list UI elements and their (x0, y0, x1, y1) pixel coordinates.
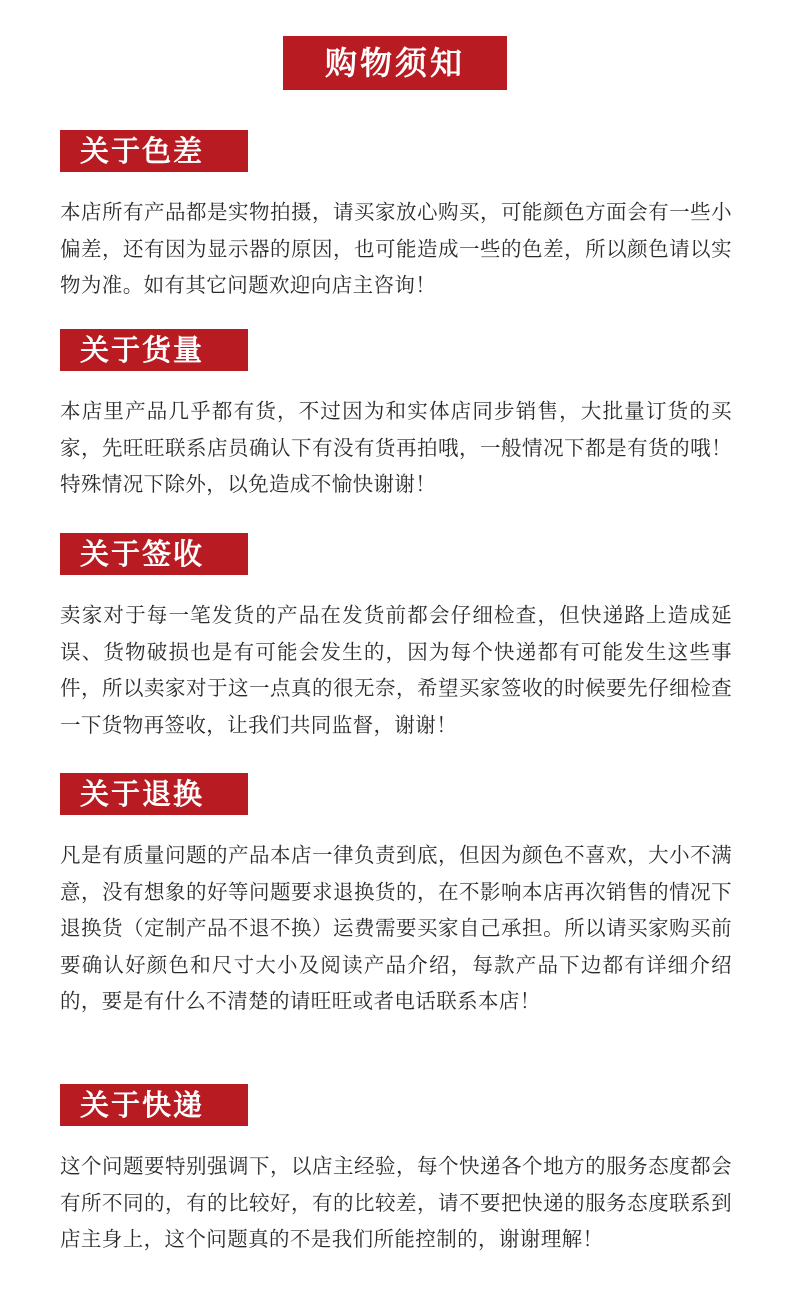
section-returns (60, 773, 732, 1020)
section-stock (60, 329, 732, 503)
section-body: 本店里产品几乎都有货，不过因为和实体店同步销售，大批量订货的买家，先旺旺联系店员确认下有没有货再拍哦，一般情况下都是有货的哦！特殊情况下除外，以免造成不愉快谢谢！ (60, 399, 732, 496)
section-heading: 关于退换 (60, 773, 248, 815)
section-shipping (60, 1084, 732, 1258)
section-body: 本店所有产品都是实物拍摄，请买家放心购买，可能颜色方面会有一些小偏差，还有因为显示器的原因，也可能造成一些的色差，所以颜色请以实物为准。如有其它问题欢迎向店主咨询！ (60, 200, 732, 297)
section-body: 卖家对于每一笔发货的产品在发货前都会仔细检查，但快递路上造成延误、货物破损也是有可能会发生的，因为每个快递都有可能发生这些事件，所以卖家对于这一点真的很无奈，希望买家签收的时候要先仔细检查一下货物再签收，让我们共同监督，谢谢！ (60, 603, 732, 737)
section-body: 这个问题要特别强调下，以店主经验，每个快递各个地方的服务态度都会有所不同的，有的比较好，有的比较差，请不要把快递的服务态度联系到店主身上，这个问题真的不是我们所能控制的，谢谢理解！ (60, 1154, 732, 1251)
section-heading: 关于签收 (60, 533, 248, 575)
section-heading: 关于色差 (60, 130, 248, 172)
section-color-difference (60, 130, 732, 304)
section-heading: 关于货量 (60, 329, 248, 371)
section-heading: 关于快递 (60, 1084, 248, 1126)
page-title: 购物须知 (283, 36, 507, 90)
section-receipt (60, 533, 732, 743)
section-body: 凡是有质量问题的产品本店一律负责到底，但因为颜色不喜欢，大小不满意，没有想象的好等问题要求退换货的，在不影响本店再次销售的情况下退换货（定制产品不退不换）运费需要买家自己承担。所以请买家购买前要确认好颜色和尺寸大小及阅读产品介绍，每款产品下边都有详细介绍的，要是有什么不清楚的请旺旺或者电话联系本店！ (60, 843, 732, 1013)
